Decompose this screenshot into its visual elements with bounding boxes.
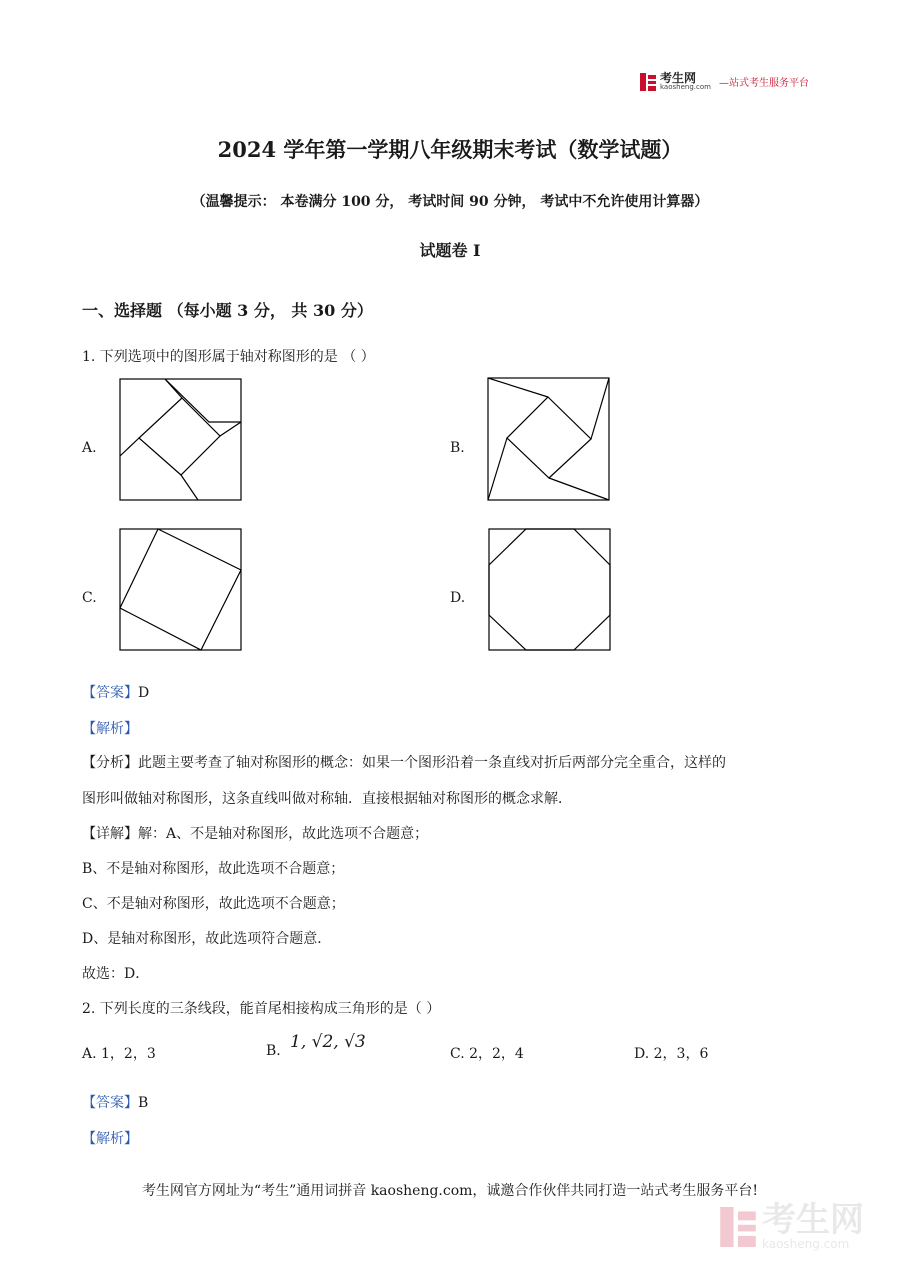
q2-option-c: C. 2，2，4 xyxy=(450,1046,524,1062)
q1-detail-1 xyxy=(82,823,428,843)
q1-answer-value: D xyxy=(138,685,150,701)
q2-answer xyxy=(82,1092,148,1112)
exam-title: 2024 学年第一学期八年级期末考试（数学试题） xyxy=(217,137,683,162)
q1-option-d-label: D. xyxy=(450,590,466,606)
q2-option-a: A. 1，2，3 xyxy=(82,1046,156,1062)
q1-option-a-label: A. xyxy=(82,440,97,456)
q2-answer-tag: 【答案】 xyxy=(82,1095,138,1111)
q2-analysis-tag: 【解析】 xyxy=(82,1131,138,1147)
watermark-name: 考生网 xyxy=(762,1200,864,1240)
q1-detail-text-1: 解：A、不是轴对称图形，故此选项不合题意； xyxy=(138,826,429,842)
q1-figure-c xyxy=(119,528,243,652)
q1-figure-b xyxy=(487,377,611,503)
q2-analysis xyxy=(82,1128,138,1148)
q1-detail-tag: 【详解】 xyxy=(82,826,138,842)
q2-option-b-math: 1, √2, √3 xyxy=(290,1032,366,1052)
watermark xyxy=(720,1200,864,1251)
q1-stem: 1. 下列选项中的图形属于轴对称图形的是 （ ） xyxy=(82,349,375,365)
q2-stem: 2. 下列长度的三条线段，能首尾相接构成三角形的是（ ） xyxy=(82,1001,441,1017)
brand-name: 考生网 xyxy=(660,71,697,85)
brand-domain: kaosheng.com xyxy=(660,83,711,91)
q1-fenxi-2: 图形叫做轴对称图形，这条直线叫做对称轴．直接根据轴对称图形的概念求解． xyxy=(82,791,572,807)
q1-analysis-tag: 【解析】 xyxy=(82,721,138,737)
brand-logo-icon xyxy=(640,73,656,91)
q1-analysis xyxy=(82,718,138,738)
volume-label: 试题卷 Ⅰ xyxy=(419,241,481,260)
q1-option-c-label: C. xyxy=(82,590,97,606)
q2-answer-value: B xyxy=(138,1095,149,1111)
q1-detail-2: B、不是轴对称图形，故此选项不合题意； xyxy=(82,861,345,877)
brand-logo xyxy=(640,72,809,91)
q1-detail-4: D、是轴对称图形，故此选项符合题意． xyxy=(82,931,332,947)
q2-option-d: D. 2，3，6 xyxy=(634,1046,709,1062)
watermark-domain: kaosheng.com xyxy=(762,1237,850,1251)
watermark-logo-icon xyxy=(720,1207,756,1247)
footer-text: 考生网官方网址为“考生”通用词拼音 kaosheng.com，诚邀合作伙伴共同打造一站式考生服务平台! xyxy=(141,1183,759,1199)
q1-figure-d xyxy=(488,528,612,652)
q2-option-b-label: B. xyxy=(266,1043,281,1059)
q1-figure-a xyxy=(119,378,243,502)
q1-answer-tag: 【答案】 xyxy=(82,685,138,701)
section-heading: 一、选择题 （每小题 3 分， 共 30 分） xyxy=(82,301,373,320)
exam-tip: （温馨提示： 本卷满分 100 分， 考试时间 90 分钟， 考试中不允许使用计算器） xyxy=(191,194,709,210)
q1-fenxi-tag: 【分析】 xyxy=(82,755,138,771)
q1-answer xyxy=(82,682,149,702)
brand-slogan: —站式考生服务平台 xyxy=(718,78,809,89)
q1-option-b-label: B. xyxy=(450,440,465,456)
q1-fenxi-text-1: 此题主要考查了轴对称图形的概念：如果一个图形沿着一条直线对折后两部分完全重合，这样的 xyxy=(138,755,726,771)
q1-choose: 故选：D． xyxy=(82,966,150,982)
q1-fenxi-1 xyxy=(82,752,726,772)
q1-detail-3: C、不是轴对称图形，故此选项不合题意； xyxy=(82,896,345,912)
